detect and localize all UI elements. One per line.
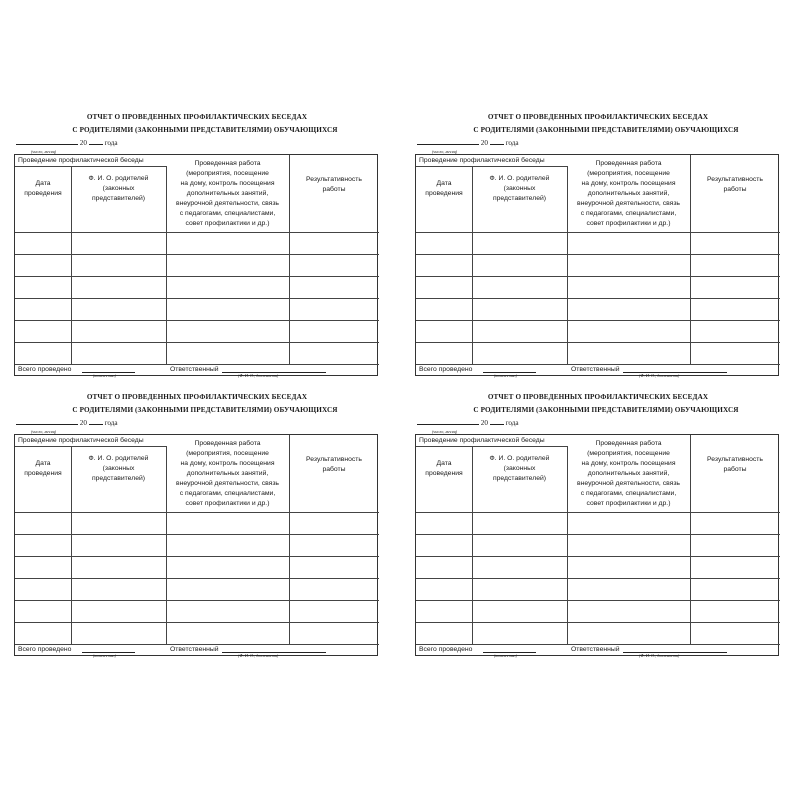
report-form xyxy=(14,392,380,667)
table-cell[interactable] xyxy=(568,255,689,275)
column-header-date-line: проведения xyxy=(425,190,463,197)
table-cell[interactable] xyxy=(691,535,779,555)
table-cell[interactable] xyxy=(473,321,566,341)
column-header-work-line: на дому, контроль посещения xyxy=(180,180,275,187)
form-title-line-1: ОТЧЕТ О ПРОВЕДЕННЫХ ПРОФИЛАКТИЧЕСКИХ БЕСЕДАХ xyxy=(86,113,308,121)
table-cell[interactable] xyxy=(691,299,779,319)
form-title-line-1: ОТЧЕТ О ПРОВЕДЕННЫХ ПРОФИЛАКТИЧЕСКИХ БЕСЕДАХ xyxy=(487,113,709,121)
responsible-hint: (Ф. И. О., должность) xyxy=(639,373,680,378)
table-cell[interactable] xyxy=(417,513,471,533)
column-header-date-line: Дата xyxy=(35,460,51,467)
table-cell[interactable] xyxy=(72,299,165,319)
table-cell[interactable] xyxy=(16,513,70,533)
table-cell[interactable] xyxy=(568,277,689,297)
table-cell[interactable] xyxy=(290,513,378,533)
total-count-hint: (количество) xyxy=(93,373,117,378)
date-line xyxy=(16,137,118,147)
column-header-fio-line: (законных xyxy=(503,185,536,192)
table-cell[interactable] xyxy=(417,601,471,621)
total-count-hint: (количество) xyxy=(93,653,117,658)
table-cell[interactable] xyxy=(72,535,165,555)
table-cell[interactable] xyxy=(473,623,566,643)
responsible-hint: (Ф. И. О., должность) xyxy=(238,373,279,378)
column-header-fio-line: представителей) xyxy=(492,475,547,482)
column-header-work-line: совет профилактики и др.) xyxy=(185,220,270,227)
table-cell[interactable] xyxy=(290,557,378,577)
column-header-work-line: дополнительных занятий, xyxy=(587,470,670,477)
group-header-underline xyxy=(416,446,567,447)
table-cell[interactable] xyxy=(72,277,165,297)
column-header-work-line: с педагогами, специалистами, xyxy=(580,490,677,497)
column-header-result-line: работы xyxy=(322,466,346,473)
date-day-month-blank[interactable] xyxy=(16,417,78,425)
column-header-result xyxy=(289,455,379,475)
column-header-result-line: работы xyxy=(723,186,747,193)
column-header-fio-line: (законных xyxy=(102,465,135,472)
table-cell[interactable] xyxy=(290,299,378,319)
column-header-work-line: дополнительных занятий, xyxy=(587,190,670,197)
column-header-date xyxy=(15,459,71,479)
report-table xyxy=(14,434,378,656)
table-cell[interactable] xyxy=(16,579,70,599)
column-header-work-line: Проведенная работа xyxy=(595,160,662,167)
table-cell[interactable] xyxy=(417,277,471,297)
form-title-line-2: С РОДИТЕЛЯМИ (ЗАКОННЫМИ ПРЕДСТАВИТЕЛЯМИ) ОБУЧАЮЩИХСЯ xyxy=(72,406,338,414)
column-header-fio xyxy=(71,174,166,204)
date-suffix: года xyxy=(505,419,519,427)
form-title-line-2: С РОДИТЕЛЯМИ (ЗАКОННЫМИ ПРЕДСТАВИТЕЛЯМИ) ОБУЧАЮЩИХСЯ xyxy=(473,126,739,134)
total-label: Всего проведено xyxy=(18,646,72,653)
date-year-blank[interactable] xyxy=(490,417,504,425)
column-header-fio xyxy=(472,454,567,484)
table-cell[interactable] xyxy=(691,513,779,533)
table-cell[interactable] xyxy=(290,623,378,643)
table-cell[interactable] xyxy=(72,255,165,275)
date-line xyxy=(16,417,118,427)
form-title-line-1: ОТЧЕТ О ПРОВЕДЕННЫХ ПРОФИЛАКТИЧЕСКИХ БЕСЕДАХ xyxy=(86,393,308,401)
column-header-fio-line: представителей) xyxy=(91,195,146,202)
date-hint: (число, месяц) xyxy=(432,149,458,154)
table-cell[interactable] xyxy=(568,343,689,363)
table-cell[interactable] xyxy=(290,277,378,297)
column-header-work-line: Проведенная работа xyxy=(595,440,662,447)
column-header-work-line: совет профилактики и др.) xyxy=(185,500,270,507)
group-header-underline xyxy=(416,166,567,167)
date-line xyxy=(417,417,519,427)
form-title-line-2: С РОДИТЕЛЯМИ (ЗАКОННЫМИ ПРЕДСТАВИТЕЛЯМИ) ОБУЧАЮЩИХСЯ xyxy=(72,126,338,134)
table-cell[interactable] xyxy=(417,579,471,599)
date-day-month-blank[interactable] xyxy=(417,137,479,145)
table-cell[interactable] xyxy=(473,557,566,577)
group-header-label: Проведение профилактической беседы xyxy=(18,157,144,164)
column-header-work-line: на дому, контроль посещения xyxy=(581,180,676,187)
table-cell[interactable] xyxy=(691,233,779,253)
total-label: Всего проведено xyxy=(18,366,72,373)
column-header-date-line: Дата xyxy=(436,460,452,467)
table-cell[interactable] xyxy=(473,579,566,599)
date-century: 20 xyxy=(480,139,488,147)
column-header-date-line: проведения xyxy=(24,470,62,477)
report-table xyxy=(14,154,378,376)
table-cell[interactable] xyxy=(473,535,566,555)
report-form xyxy=(415,392,781,667)
column-header-work-line: с педагогами, специалистами, xyxy=(179,210,276,217)
table-cell[interactable] xyxy=(473,513,566,533)
column-header-work-line: Проведенная работа xyxy=(194,160,261,167)
table-cell[interactable] xyxy=(72,321,165,341)
table-cell[interactable] xyxy=(691,557,779,577)
date-year-blank[interactable] xyxy=(89,417,103,425)
responsible-hint: (Ф. И. О., должность) xyxy=(238,653,279,658)
table-cell[interactable] xyxy=(167,535,288,555)
table-cell[interactable] xyxy=(167,233,288,253)
table-cell[interactable] xyxy=(16,255,70,275)
date-day-month-blank[interactable] xyxy=(417,417,479,425)
column-header-result-line: работы xyxy=(723,466,747,473)
column-header-date-line: проведения xyxy=(24,190,62,197)
date-day-month-blank[interactable] xyxy=(16,137,78,145)
column-header-result-line: Результативность xyxy=(306,456,362,463)
table-cell[interactable] xyxy=(473,299,566,319)
column-header-result-line: работы xyxy=(322,186,346,193)
table-cell[interactable] xyxy=(167,343,288,363)
table-cell[interactable] xyxy=(417,535,471,555)
column-header-work-line: (мероприятия, посещение xyxy=(186,450,269,457)
column-header-work-line: на дому, контроль посещения xyxy=(180,460,275,467)
column-header-work-line: с педагогами, специалистами, xyxy=(179,490,276,497)
report-table xyxy=(415,434,779,656)
table-cell[interactable] xyxy=(16,557,70,577)
date-hint: (число, месяц) xyxy=(31,149,57,154)
column-header-work xyxy=(567,439,690,509)
date-hint: (число, месяц) xyxy=(432,429,458,434)
table-cell[interactable] xyxy=(473,277,566,297)
table-cell[interactable] xyxy=(691,321,779,341)
report-table xyxy=(415,154,779,376)
table-cell[interactable] xyxy=(417,233,471,253)
total-label: Всего проведено xyxy=(419,646,473,653)
column-header-work xyxy=(166,159,289,229)
table-cell[interactable] xyxy=(16,233,70,253)
table-cell[interactable] xyxy=(167,299,288,319)
form-title-line-1: ОТЧЕТ О ПРОВЕДЕННЫХ ПРОФИЛАКТИЧЕСКИХ БЕСЕДАХ xyxy=(487,393,709,401)
table-cell[interactable] xyxy=(691,623,779,643)
column-header-work-line: совет профилактики и др.) xyxy=(586,220,671,227)
group-header-underline xyxy=(15,446,166,447)
table-cell[interactable] xyxy=(167,277,288,297)
table-cell[interactable] xyxy=(473,255,566,275)
table-cell[interactable] xyxy=(568,579,689,599)
table-cell[interactable] xyxy=(290,255,378,275)
column-header-work-line: дополнительных занятий, xyxy=(186,470,269,477)
date-suffix: года xyxy=(505,139,519,147)
table-cell[interactable] xyxy=(72,343,165,363)
table-cell[interactable] xyxy=(568,321,689,341)
column-header-fio xyxy=(71,454,166,484)
table-cell[interactable] xyxy=(568,623,689,643)
column-header-result-line: Результативность xyxy=(707,176,763,183)
table-cell[interactable] xyxy=(290,233,378,253)
table-cell[interactable] xyxy=(16,343,70,363)
table-cell[interactable] xyxy=(473,601,566,621)
table-cell[interactable] xyxy=(691,255,779,275)
table-cell[interactable] xyxy=(568,557,689,577)
column-header-work-line: внеурочной деятельности, связь xyxy=(577,200,680,207)
column-header-result-line: Результативность xyxy=(306,176,362,183)
table-cell[interactable] xyxy=(167,557,288,577)
column-header-work-line: (мероприятия, посещение xyxy=(186,170,269,177)
table-cell[interactable] xyxy=(16,277,70,297)
responsible-label: Ответственный xyxy=(571,366,620,373)
table-cell[interactable] xyxy=(16,321,70,341)
table-cell[interactable] xyxy=(167,513,288,533)
column-header-work-line: (мероприятия, посещение xyxy=(587,450,670,457)
form-title-line-2: С РОДИТЕЛЯМИ (ЗАКОННЫМИ ПРЕДСТАВИТЕЛЯМИ) ОБУЧАЮЩИХСЯ xyxy=(473,406,739,414)
column-header-date-line: проведения xyxy=(425,470,463,477)
responsible-label: Ответственный xyxy=(170,646,219,653)
report-form xyxy=(415,112,781,387)
column-header-work xyxy=(166,439,289,509)
table-cell[interactable] xyxy=(691,579,779,599)
group-header-label: Проведение профилактической беседы xyxy=(419,437,545,444)
table-cell[interactable] xyxy=(290,343,378,363)
column-header-fio-line: представителей) xyxy=(91,475,146,482)
table-cell[interactable] xyxy=(417,343,471,363)
column-header-fio-line: Ф. И. О. родителей xyxy=(489,455,550,462)
table-cell[interactable] xyxy=(568,299,689,319)
column-header-result xyxy=(289,175,379,195)
responsible-label: Ответственный xyxy=(571,646,620,653)
column-header-date-line: Дата xyxy=(436,180,452,187)
table-cell[interactable] xyxy=(417,321,471,341)
column-header-work-line: с педагогами, специалистами, xyxy=(580,210,677,217)
date-hint: (число, месяц) xyxy=(31,429,57,434)
table-cell[interactable] xyxy=(72,557,165,577)
table-cell[interactable] xyxy=(417,557,471,577)
table-cell[interactable] xyxy=(417,623,471,643)
date-year-blank[interactable] xyxy=(490,137,504,145)
table-cell[interactable] xyxy=(568,535,689,555)
date-suffix: года xyxy=(104,139,118,147)
column-header-date xyxy=(15,179,71,199)
total-label: Всего проведено xyxy=(419,366,473,373)
table-cell[interactable] xyxy=(72,623,165,643)
column-header-fio-line: (законных xyxy=(503,465,536,472)
table-cell[interactable] xyxy=(167,623,288,643)
total-count-hint: (количество) xyxy=(494,653,518,658)
responsible-label: Ответственный xyxy=(170,366,219,373)
table-cell[interactable] xyxy=(568,601,689,621)
column-header-work-line: внеурочной деятельности, связь xyxy=(577,480,680,487)
table-cell[interactable] xyxy=(167,321,288,341)
column-header-fio xyxy=(472,174,567,204)
table-cell[interactable] xyxy=(290,601,378,621)
table-cell[interactable] xyxy=(167,255,288,275)
date-line xyxy=(417,137,519,147)
responsible-hint: (Ф. И. О., должность) xyxy=(639,653,680,658)
column-header-fio-line: Ф. И. О. родителей xyxy=(88,455,149,462)
table-cell[interactable] xyxy=(290,579,378,599)
column-header-work xyxy=(567,159,690,229)
table-cell[interactable] xyxy=(568,233,689,253)
column-header-fio-line: (законных xyxy=(102,185,135,192)
column-header-date-line: Дата xyxy=(35,180,51,187)
group-header-underline xyxy=(15,166,166,167)
column-header-date xyxy=(416,459,472,479)
table-cell[interactable] xyxy=(568,513,689,533)
date-century: 20 xyxy=(480,419,488,427)
table-cell[interactable] xyxy=(167,601,288,621)
date-century: 20 xyxy=(79,139,87,147)
table-cell[interactable] xyxy=(16,601,70,621)
group-header-label: Проведение профилактической беседы xyxy=(419,157,545,164)
table-cell[interactable] xyxy=(16,299,70,319)
table-cell[interactable] xyxy=(72,601,165,621)
column-header-date xyxy=(416,179,472,199)
column-header-result-line: Результативность xyxy=(707,456,763,463)
table-cell[interactable] xyxy=(72,233,165,253)
date-suffix: года xyxy=(104,419,118,427)
table-cell[interactable] xyxy=(417,299,471,319)
table-cell[interactable] xyxy=(72,513,165,533)
column-header-result xyxy=(690,175,780,195)
table-cell[interactable] xyxy=(16,623,70,643)
table-cell[interactable] xyxy=(417,255,471,275)
column-header-work-line: дополнительных занятий, xyxy=(186,190,269,197)
column-header-work-line: Проведенная работа xyxy=(194,440,261,447)
column-header-result xyxy=(690,455,780,475)
column-header-work-line: внеурочной деятельности, связь xyxy=(176,200,279,207)
total-count-hint: (количество) xyxy=(494,373,518,378)
column-header-fio-line: Ф. И. О. родителей xyxy=(489,175,550,182)
table-cell[interactable] xyxy=(473,233,566,253)
table-cell[interactable] xyxy=(473,343,566,363)
report-form xyxy=(14,112,380,387)
column-header-fio-line: Ф. И. О. родителей xyxy=(88,175,149,182)
table-cell[interactable] xyxy=(167,579,288,599)
table-cell[interactable] xyxy=(290,321,378,341)
column-header-work-line: (мероприятия, посещение xyxy=(587,170,670,177)
date-century: 20 xyxy=(79,419,87,427)
column-header-work-line: совет профилактики и др.) xyxy=(586,500,671,507)
column-header-fio-line: представителей) xyxy=(492,195,547,202)
table-cell[interactable] xyxy=(691,343,779,363)
table-cell[interactable] xyxy=(290,535,378,555)
table-cell[interactable] xyxy=(691,601,779,621)
date-year-blank[interactable] xyxy=(89,137,103,145)
table-cell[interactable] xyxy=(72,579,165,599)
column-header-work-line: на дому, контроль посещения xyxy=(581,460,676,467)
column-header-work-line: внеурочной деятельности, связь xyxy=(176,480,279,487)
table-cell[interactable] xyxy=(16,535,70,555)
table-cell[interactable] xyxy=(691,277,779,297)
group-header-label: Проведение профилактической беседы xyxy=(18,437,144,444)
